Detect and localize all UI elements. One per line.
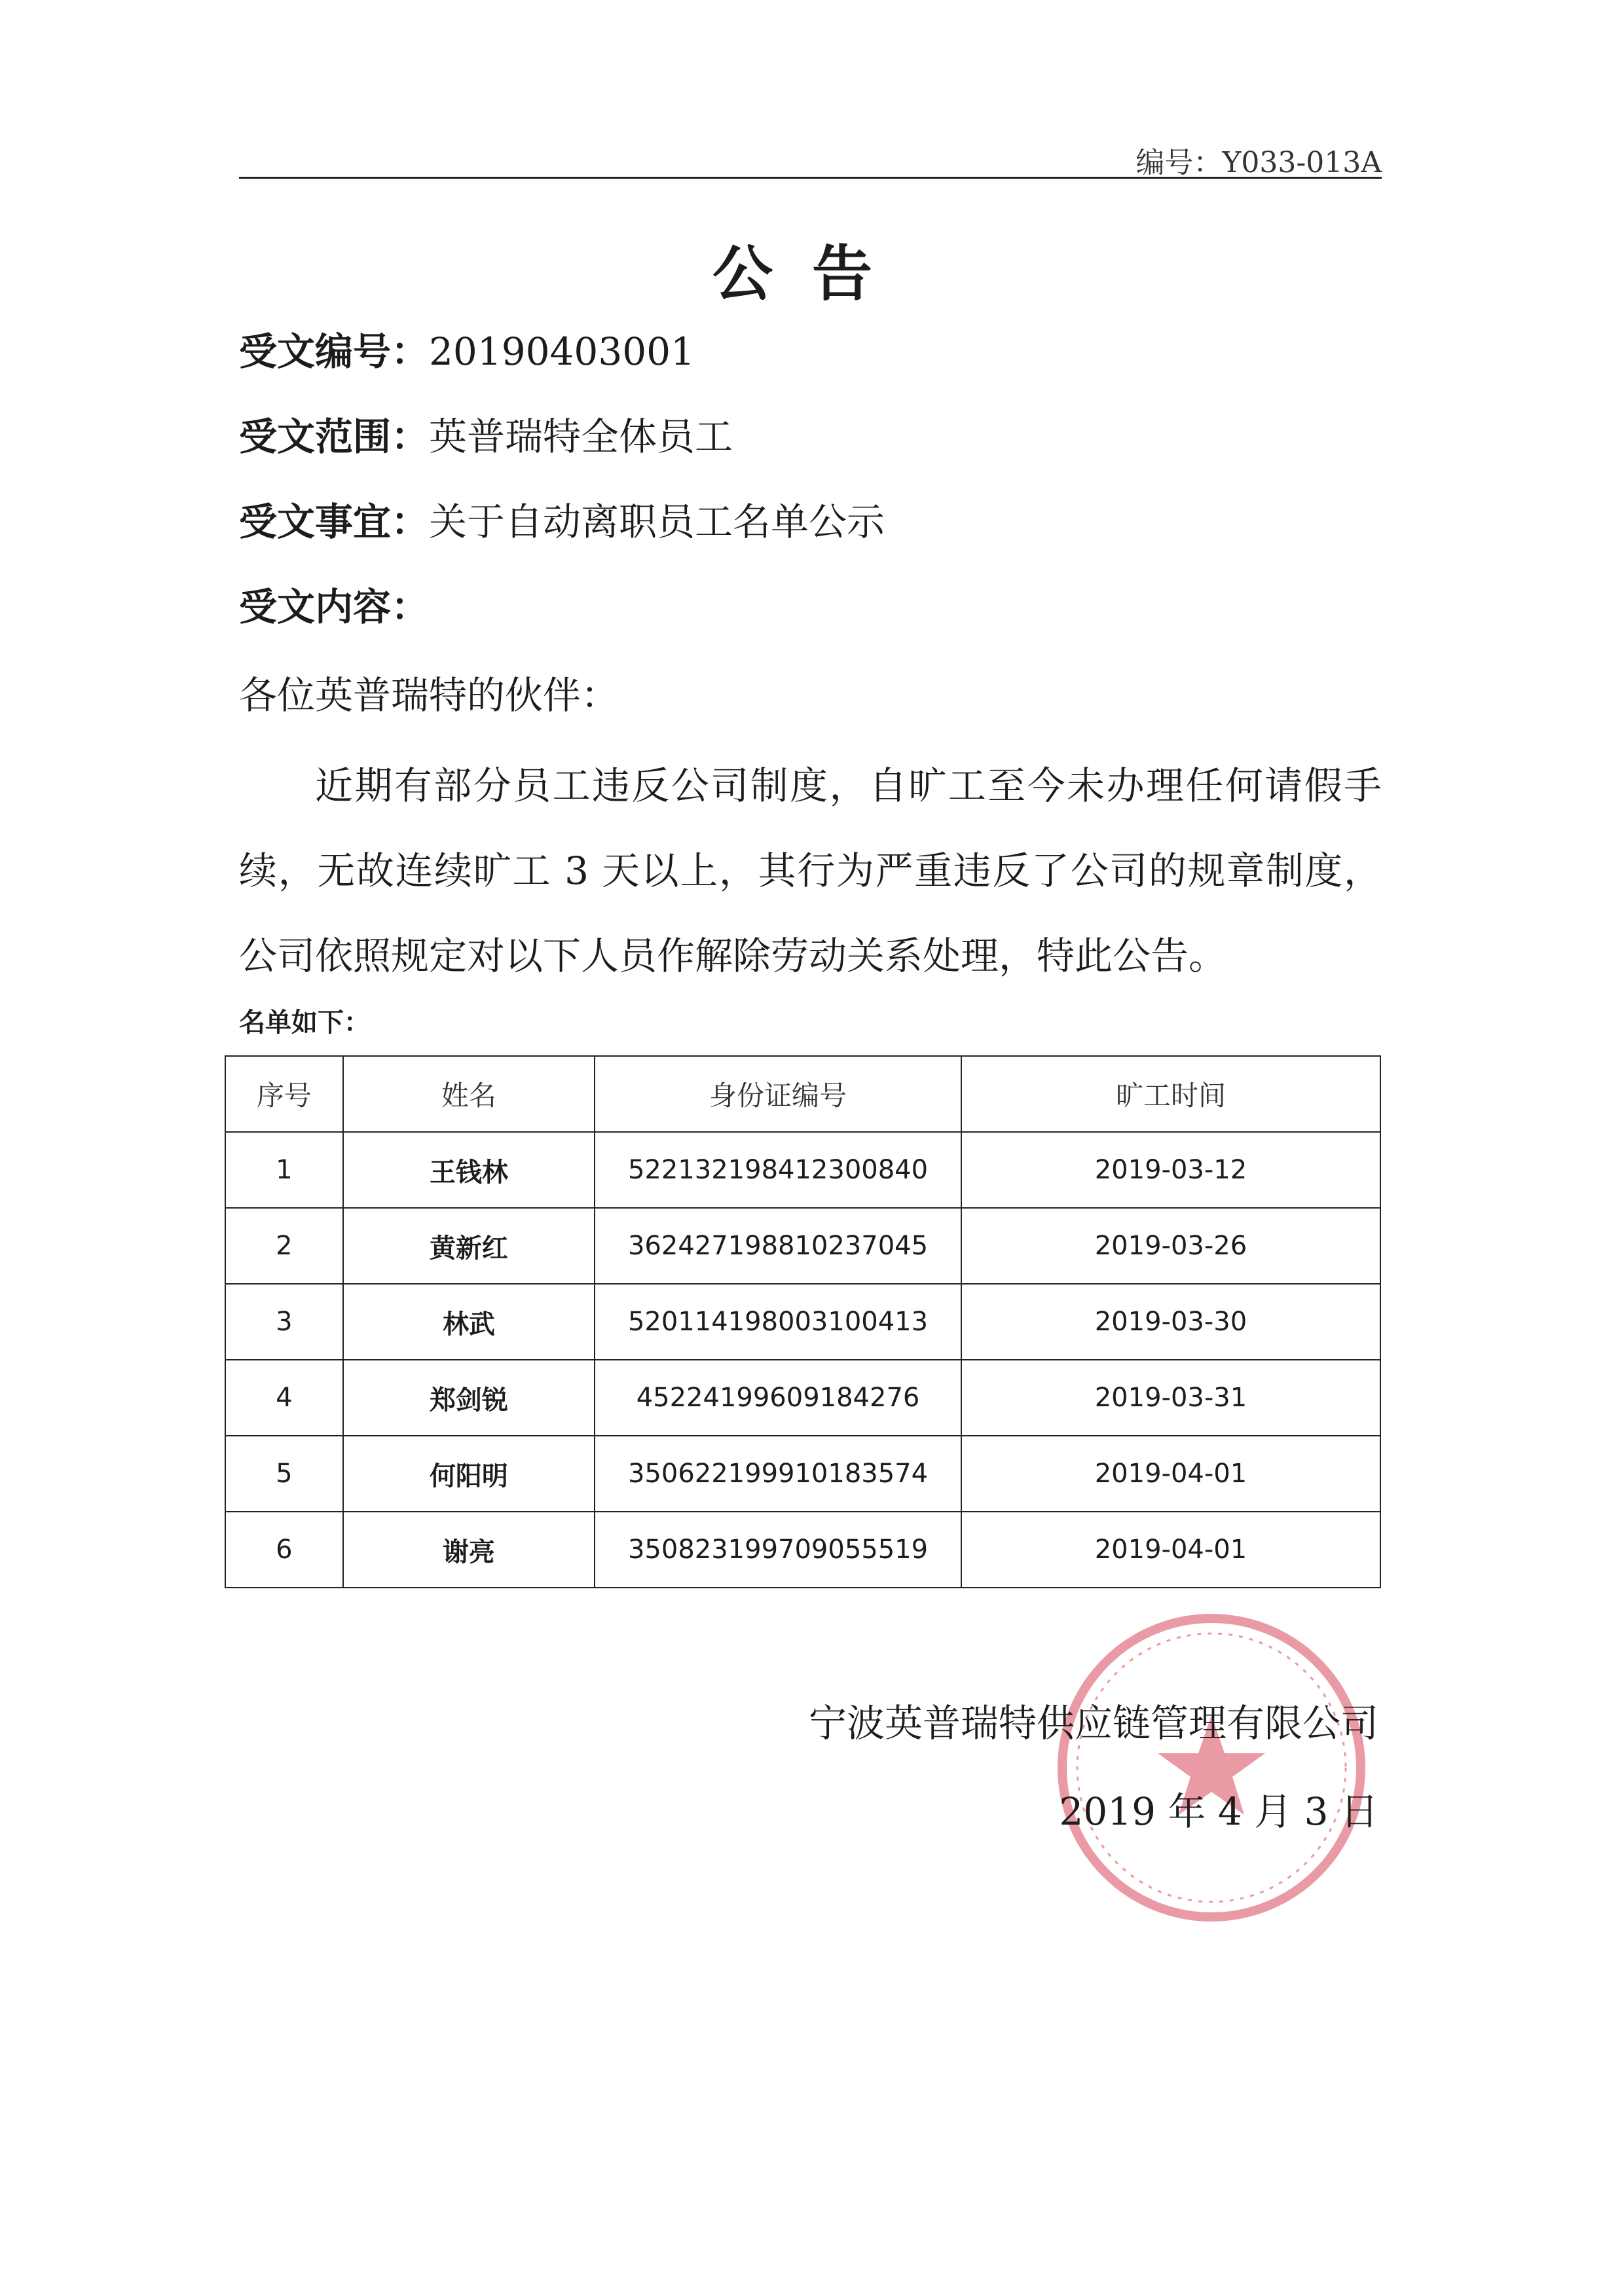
field-label: 受文事宜： — [239, 500, 430, 544]
field-value: 20190403001 — [429, 329, 695, 374]
dismissal-table — [225, 1055, 1381, 1588]
column-header-id: 身份证编号 — [595, 1056, 961, 1132]
field-content — [239, 576, 429, 631]
cell-date: 2019-03-31 — [961, 1360, 1380, 1436]
cell-date: 2019-03-12 — [961, 1132, 1380, 1208]
field-subject — [239, 491, 885, 546]
field-scope — [239, 406, 733, 461]
signature-company: 宁波英普瑞特供应链管理有限公司 — [808, 1701, 1378, 1745]
column-header-seq: 序号 — [225, 1056, 343, 1132]
cell-seq: 2 — [225, 1208, 343, 1284]
cell-date: 2019-04-01 — [961, 1436, 1380, 1512]
field-label: 受文范围： — [239, 414, 430, 459]
table-row — [225, 1208, 1380, 1284]
table-row — [225, 1132, 1380, 1208]
cell-seq: 6 — [225, 1512, 343, 1588]
cell-seq: 3 — [225, 1284, 343, 1360]
cell-seq: 4 — [225, 1360, 343, 1436]
page-title: 公告 — [712, 239, 912, 309]
cell-name: 王钱林 — [343, 1132, 595, 1208]
table-header-row — [225, 1056, 1380, 1132]
header-rule — [239, 177, 1382, 179]
cell-date: 2019-04-01 — [961, 1512, 1380, 1588]
body-paragraph: 近期有部分员工违反公司制度，自旷工至今未办理任何请假手续，无故连续旷工 3 天以上，其行为严重违反了公司的规章制度，公司依照规定对以下人员作解除劳动关系处理，特此公告。 — [239, 763, 1382, 978]
field-label: 受文编号： — [239, 329, 430, 374]
document-number: 编号：Y033-013A — [1135, 146, 1382, 179]
table-row — [225, 1512, 1380, 1588]
field-value: 关于自动离职员工名单公示 — [429, 500, 885, 544]
table-row — [225, 1436, 1380, 1512]
field-doc-number — [239, 321, 695, 376]
cell-seq: 5 — [225, 1436, 343, 1512]
company-seal-icon — [1048, 1604, 1375, 1931]
cell-date: 2019-03-26 — [961, 1208, 1380, 1284]
cell-name: 谢亮 — [343, 1512, 595, 1588]
column-header-name: 姓名 — [343, 1056, 595, 1132]
cell-name: 林武 — [343, 1284, 595, 1360]
field-value: 英普瑞特全体员工 — [429, 414, 733, 459]
cell-id: 520114198003100413 — [595, 1284, 961, 1360]
cell-seq: 1 — [225, 1132, 343, 1208]
cell-id: 45224199609184276 — [595, 1360, 961, 1436]
greeting: 各位英普瑞特的伙伴： — [239, 673, 619, 718]
signature-date: 2019 年 4 月 3 日 — [1059, 1789, 1378, 1834]
cell-id: 350823199709055519 — [595, 1512, 961, 1588]
cell-id: 362427198810237045 — [595, 1208, 961, 1284]
cell-name: 黄新红 — [343, 1208, 595, 1284]
list-heading: 名单如下： — [239, 1008, 370, 1038]
cell-id: 350622199910183574 — [595, 1436, 961, 1512]
table-row — [225, 1360, 1380, 1436]
table-row — [225, 1284, 1380, 1360]
column-header-date: 旷工时间 — [961, 1056, 1380, 1132]
cell-name: 何阳明 — [343, 1436, 595, 1512]
field-label: 受文内容： — [239, 585, 430, 629]
cell-date: 2019-03-30 — [961, 1284, 1380, 1360]
cell-name: 郑剑锐 — [343, 1360, 595, 1436]
cell-id: 522132198412300840 — [595, 1132, 961, 1208]
